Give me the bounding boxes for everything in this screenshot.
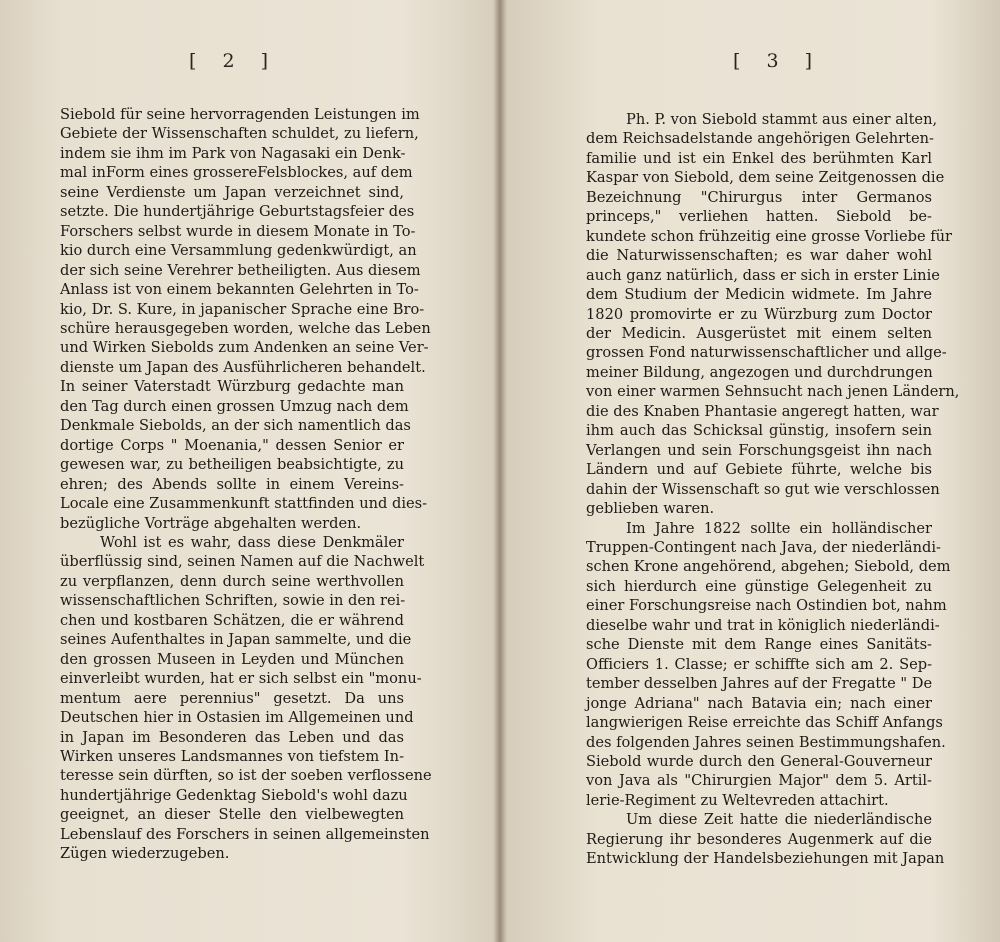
page-text (586, 110, 960, 869)
text-line: Siebold wurde durch den General-Gouverneur (586, 752, 932, 770)
right-page (500, 0, 1000, 942)
text-line: Regierung ihr besonderes Augenmerk auf die (586, 830, 932, 848)
text-line: grossen Fond naturwissenschaftlicher und allge- (586, 344, 947, 362)
text-line: Deutschen hier in Ostasien im Allgemeinen und (60, 709, 414, 727)
text-line: lerie-Regiment zu Weltevreden attachirt. (586, 791, 889, 809)
text-line: und Wirken Siebolds zum Andenken an seine Ver- (60, 339, 429, 357)
text-line: Entwicklung der Handelsbeziehungen mit Japan (586, 850, 945, 868)
text-line: ehren; des Abends sollte in einem Vereins- (60, 475, 404, 493)
text-line: Ländern und auf Gebiete führte, welche bis (586, 461, 932, 479)
text-line: überflüssig sind, seinen Namen auf die Nachwelt (60, 553, 425, 571)
text-line: 1820 promovirte er zu Würzburg zum Doctor (586, 305, 932, 323)
text-line: dieselbe wahr und trat in königlich niederländi- (586, 616, 940, 634)
text-line: langwierigen Reise erreichte das Schiff Anfangs (586, 714, 943, 732)
text-line: Gebiete der Wissenschaften schuldet, zu liefern, (60, 125, 419, 143)
page-number: [ 2 ] (189, 50, 278, 72)
text-line: von einer warmen Sehnsucht nach jenen Ländern, (586, 383, 960, 401)
text-line: einer Forschungsreise nach Ostindien bot, nahm (586, 597, 947, 615)
text-line: Lebenslauf des Forschers in seinen allgemeinsten (60, 825, 430, 843)
text-line: Verlangen und sein Forschungsgeist ihn nach (586, 441, 932, 459)
text-line: In seiner Vaterstadt Würzburg gedachte man (60, 378, 404, 396)
text-line: tember desselben Jahres auf der Fregatte " De (586, 675, 933, 693)
text-line: Um diese Zeit hatte die niederländische (626, 811, 932, 829)
text-line: Zügen wiederzugeben. (60, 845, 230, 863)
text-line: jonge Adriana" nach Batavia ein; nach einer (586, 694, 932, 712)
text-line: der sich seine Verehrer betheiligten. Aus diesem (60, 261, 421, 279)
text-line: die Naturwissenschaften; es war daher wohl (586, 247, 932, 265)
text-line: von Java als "Chirurgien Major" dem 5. Artil- (586, 772, 932, 790)
text-line: Truppen-Contingent nach Java, der niederländi- (586, 538, 941, 556)
text-line: mal inForm eines grossereFelsblockes, auf dem (60, 164, 413, 182)
text-line: Ph. P. von Siebold stammt aus einer alten, (626, 111, 938, 128)
text-line: einverleibt wurden, hat er sich selbst ein "monu- (60, 670, 422, 688)
text-line: Locale eine Zusammenkunft stattfinden und dies- (60, 495, 428, 513)
text-line: seines Aufenthaltes in Japan sammelte, und die (60, 631, 412, 649)
text-line: familie und ist ein Enkel des berühmten Karl (586, 149, 932, 167)
text-line: Wohl ist es wahr, dass diese Denkmäler (100, 533, 404, 551)
text-line: ihm auch das Schicksal günstig, insofern sein (586, 422, 932, 440)
text-line: seine Verdienste um Japan verzeichnet sind, (60, 183, 404, 201)
text-line: dienste um Japan des Ausführlicheren behandelt. (60, 358, 426, 376)
text-line: meiner Bildung, angezogen und durchdrungen (586, 363, 933, 381)
text-line: dahin der Wissenschaft so gut wie verschlossen (586, 480, 940, 498)
text-line: dem Studium der Medicin widmete. Im Jahre (586, 286, 932, 304)
text-line: bezügliche Vorträge abgehalten werden. (60, 514, 362, 532)
text-line: Denkmale Siebolds, an der sich namentlich das (60, 417, 411, 435)
text-line: geeignet, an dieser Stelle den vielbewegten (60, 806, 404, 824)
text-line: Siebold für seine hervorragenden Leistungen im (60, 106, 420, 123)
page-number: [ 3 ] (733, 50, 822, 72)
text-line: wissenschaftlichen Schriften, sowie in den rei- (60, 592, 406, 610)
text-line: gewesen war, zu betheiligen beabsichtigte, zu (60, 456, 404, 474)
text-line: schüre herausgegeben worden, welche das Leben (60, 319, 431, 337)
text-line: in Japan im Besonderen das Leben und das (60, 728, 404, 746)
text-line: die des Knaben Phantasie angeregt hatten, war (586, 402, 939, 420)
text-line: Im Jahre 1822 sollte ein holländischer (626, 519, 932, 537)
text-line: sich hierdurch eine günstige Gelegenheit zu (586, 577, 932, 595)
text-line: den grossen Museen in Leyden und München (60, 650, 404, 668)
text-line: teresse sein dürften, so ist der soeben verflossene (60, 767, 432, 785)
text-line: auch ganz natürlich, dass er sich in erster Linie (586, 266, 940, 284)
text-line: dem Reichsadelstande angehörigen Gelehrten- (586, 130, 934, 148)
text-line: Kaspar von Siebold, dem seine Zeitgenossen die (586, 169, 945, 187)
text-line: des folgenden Jahres seinen Bestimmungshafen. (586, 733, 946, 751)
text-line: kio durch eine Versammlung gedenkwürdigt, an (60, 242, 417, 260)
text-line: Forschers selbst wurde in diesem Monate in To- (60, 222, 416, 240)
text-line: kio, Dr. S. Kure, in japanischer Sprache eine Bro- (60, 300, 425, 318)
text-line: hundertjährige Gedenktag Siebold's wohl dazu (60, 786, 408, 804)
text-line: sche Dienste mit dem Range eines Sanitäts- (586, 636, 932, 654)
text-line: chen und kostbaren Schätzen, die er während (60, 611, 404, 629)
text-line: Wirken unseres Landsmannes von tiefstem In- (60, 747, 404, 765)
text-line: der Medicin. Ausgerüstet mit einem selten (586, 324, 932, 342)
text-line: setzte. Die hundertjährige Geburtstagsfeier des (60, 203, 415, 221)
text-line: den Tag durch einen grossen Umzug nach dem (60, 397, 409, 415)
text-line: kundete schon frühzeitig eine grosse Vorliebe für (586, 227, 952, 245)
text-line: Officiers 1. Classe; er schiffte sich am 2. Sep- (586, 655, 932, 673)
text-line: mentum aere perennius" gesetzt. Da uns (60, 689, 404, 707)
page-text (60, 105, 432, 864)
text-line: geblieben waren. (586, 500, 715, 518)
text-line: schen Krone angehörend, abgehen; Siebold, dem (586, 558, 951, 576)
text-line: zu verpflanzen, denn durch seine werthvollen (60, 572, 404, 590)
text-line: Bezeichnung "Chirurgus inter Germanos (586, 188, 932, 206)
text-line: dortige Corps " Moenania," dessen Senior er (60, 436, 404, 454)
text-line: princeps," verliehen hatten. Siebold be- (586, 208, 932, 226)
text-line: indem sie ihm im Park von Nagasaki ein Denk- (60, 144, 406, 162)
text-line: Anlass ist von einem bekannten Gelehrten in To- (60, 281, 419, 299)
